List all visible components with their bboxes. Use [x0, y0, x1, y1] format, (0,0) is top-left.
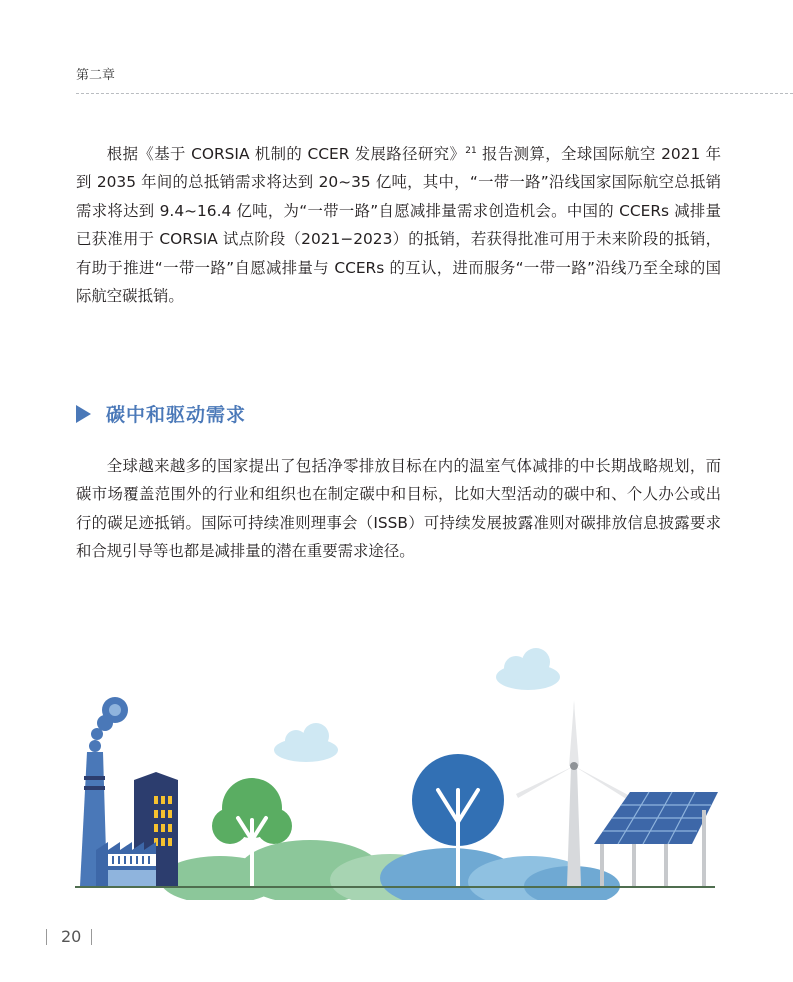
section-heading [76, 400, 246, 427]
page-number [46, 927, 92, 946]
cloud-icon [274, 723, 338, 762]
page-number-divider [91, 929, 92, 945]
footnote-ref[interactable]: 21 [465, 146, 477, 156]
body-paragraph-1 [76, 140, 721, 310]
section-heading-text: 碳中和驱动需求 [106, 404, 247, 426]
hills-icon [160, 840, 620, 900]
para1-text-a: 根据《基于 CORSIA 机制的 CCER 发展路径研究》 [106, 145, 466, 163]
page-number-divider [46, 929, 47, 945]
solar-panel-icon [594, 792, 718, 886]
triangle-bullet-icon [76, 405, 91, 423]
header-divider [76, 93, 793, 94]
ground-line [75, 886, 715, 888]
chapter-label: 第二章 [76, 68, 116, 83]
body-paragraph-2: 全球越来越多的国家提出了包括净零排放目标在内的温室气体减排的中长期战略规划，而碳市场覆盖范围外的行业和组织也在制定碳中和目标，比如大型活动的碳中和、个人办公或出行的碳足迹抵销。国际可持续准则理事会（ISSB）可持续发展披露准则对碳排放信息披露要求和合规引导等也都是减排量的潜在重要需求途径。 [76, 457, 721, 561]
cloud-icon [496, 648, 560, 690]
green-energy-illustration [60, 640, 740, 900]
factory-icon [80, 697, 178, 886]
para1-text-b: 报告测算，全球国际航空 2021 年到 2035 年间的总抵销需求将达到 20~35 亿吨，其中，“一带一路”沿线国家国际航空总抵销需求将达到 9.4~16.4 亿吨，为“一带一路”自愿减排量需求创造机会。中国的 CCERs 减排量已获准用于 CORSIA 试点阶段（2021−2023）的抵销，若获得批准可用于未来阶段的抵销，有助于推进“一带一路”自愿减排量与 CCERs 的互认，进而服务“一带一路”沿线乃至全球的国际航空碳抵销。 [76, 145, 721, 306]
page-number-text: 20 [61, 927, 82, 946]
